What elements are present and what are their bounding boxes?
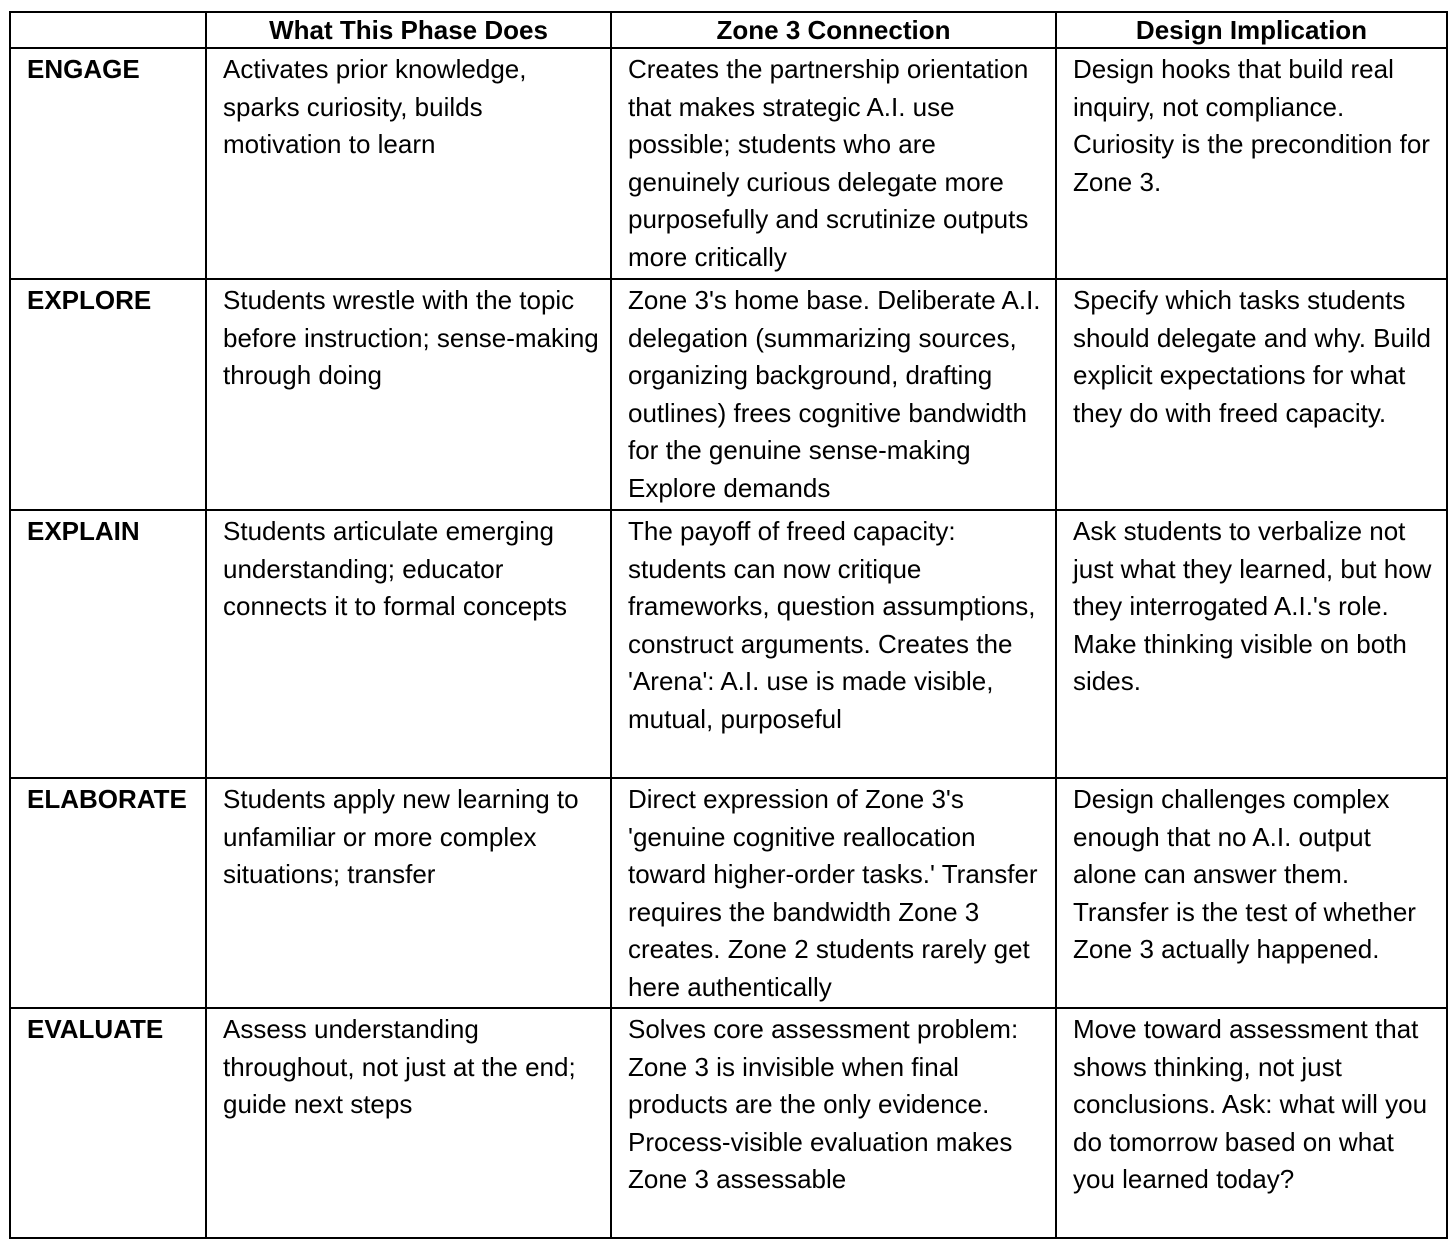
header-design-implication: Design Implication bbox=[1056, 12, 1447, 48]
phase-label: EXPLORE bbox=[10, 279, 206, 510]
table-row bbox=[10, 1008, 1447, 1238]
what-cell: Students apply new learning to unfamiliar or more complex situations; transfer bbox=[206, 778, 611, 1008]
phase-table bbox=[9, 11, 1448, 1239]
zone3-cell: Zone 3's home base. Deliberate A.I. delegation (summarizing sources, organizing background, drafting outlines) frees cognitive bandwidth for the genuine sense-making Explore demands bbox=[611, 279, 1056, 510]
what-cell: Assess understanding throughout, not just at the end; guide next steps bbox=[206, 1008, 611, 1238]
what-cell: Activates prior knowledge, sparks curiosity, builds motivation to learn bbox=[206, 48, 611, 279]
header-phase bbox=[10, 12, 206, 48]
table-row bbox=[10, 48, 1447, 279]
phase-label: ELABORATE bbox=[10, 778, 206, 1008]
header-zone3-connection: Zone 3 Connection bbox=[611, 12, 1056, 48]
zone3-cell: The payoff of freed capacity: students can now critique frameworks, question assumptions, construct arguments. Creates the 'Arena': A.I. use is made visible, mutual, purposeful bbox=[611, 510, 1056, 778]
design-cell: Ask students to verbalize not just what they learned, but how they interrogated A.I.'s role. Make thinking visible on both sides. bbox=[1056, 510, 1447, 778]
table-row bbox=[10, 279, 1447, 510]
what-cell: Students wrestle with the topic before instruction; sense-making through doing bbox=[206, 279, 611, 510]
table-row bbox=[10, 778, 1447, 1008]
zone3-cell: Solves core assessment problem: Zone 3 is invisible when final products are the only evidence. Process-visible evaluation makes Zone 3 assessable bbox=[611, 1008, 1056, 1238]
design-cell: Design challenges complex enough that no A.I. output alone can answer them. Transfer is the test of whether Zone 3 actually happened. bbox=[1056, 778, 1447, 1008]
zone3-cell: Direct expression of Zone 3's 'genuine cognitive reallocation toward higher-order tasks.' Transfer requires the bandwidth Zone 3 creates. Zone 2 students rarely get here authentically bbox=[611, 778, 1056, 1008]
phase-label: EXPLAIN bbox=[10, 510, 206, 778]
phase-label: ENGAGE bbox=[10, 48, 206, 279]
header-what-this-phase-does: What This Phase Does bbox=[206, 12, 611, 48]
table-row bbox=[10, 510, 1447, 778]
what-cell: Students articulate emerging understanding; educator connects it to formal concepts bbox=[206, 510, 611, 778]
design-cell: Move toward assessment that shows thinking, not just conclusions. Ask: what will you do tomorrow based on what you learned today? bbox=[1056, 1008, 1447, 1238]
design-cell: Design hooks that build real inquiry, not compliance. Curiosity is the precondition for Zone 3. bbox=[1056, 48, 1447, 279]
zone3-cell: Creates the partnership orientation that makes strategic A.I. use possible; students who are genuinely curious delegate more purposefully and scrutinize outputs more critically bbox=[611, 48, 1056, 279]
design-cell: Specify which tasks students should delegate and why. Build explicit expectations for what they do with freed capacity. bbox=[1056, 279, 1447, 510]
phase-label: EVALUATE bbox=[10, 1008, 206, 1238]
header-row bbox=[10, 12, 1447, 48]
